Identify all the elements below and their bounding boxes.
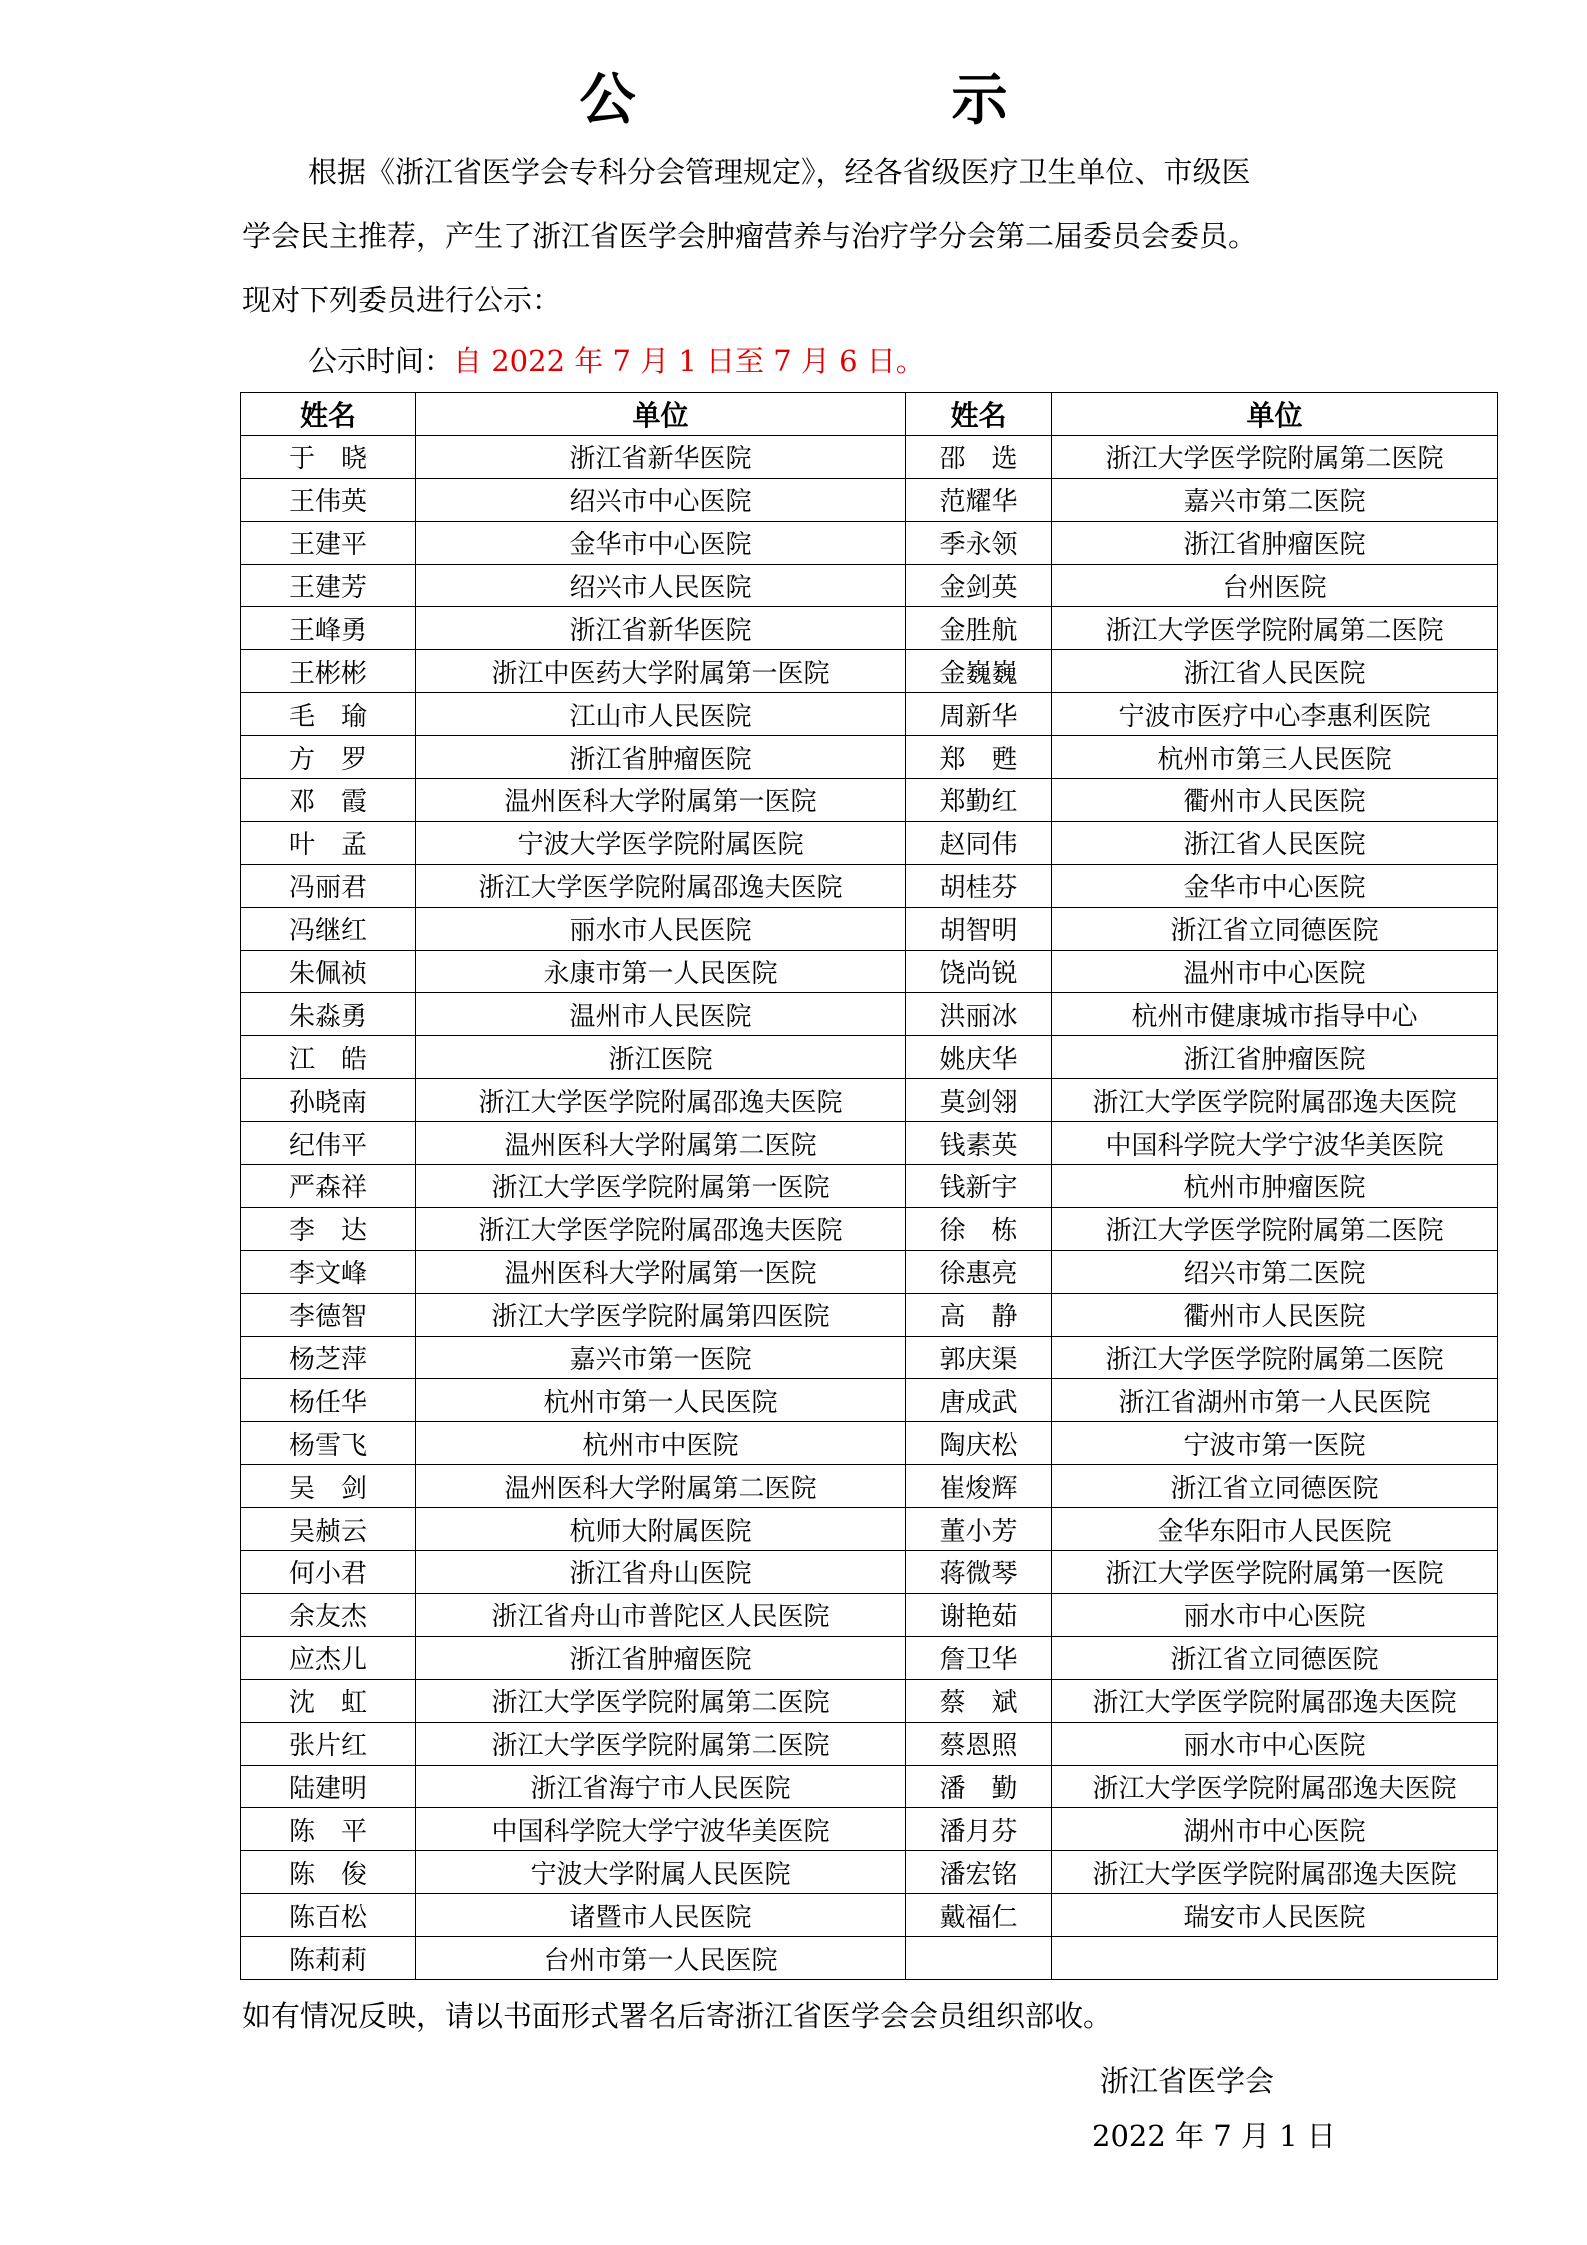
member-unit: 湖州市中心医院 xyxy=(1052,1808,1498,1851)
member-name: 叶 孟 xyxy=(241,821,416,864)
header-unit-1: 单位 xyxy=(416,393,906,436)
table-row xyxy=(241,1679,1498,1722)
member-name: 朱淼勇 xyxy=(241,993,416,1036)
member-unit: 宁波大学附属人民医院 xyxy=(416,1851,906,1894)
member-name: 冯丽君 xyxy=(241,864,416,907)
member-name xyxy=(906,1937,1052,1980)
period-value: 自 2022 年 7 月 1 日至 7 月 6 日。 xyxy=(453,344,925,378)
table-row xyxy=(241,993,1498,1036)
member-name: 洪丽冰 xyxy=(906,993,1052,1036)
member-name: 金胜航 xyxy=(906,607,1052,650)
member-unit: 浙江大学医学院附属第二医院 xyxy=(416,1679,906,1722)
member-unit: 温州医科大学附属第二医院 xyxy=(416,1122,906,1165)
member-name: 崔焌辉 xyxy=(906,1465,1052,1508)
table-row xyxy=(241,435,1498,478)
intro-line-1: 根据《浙江省医学会专科分会管理规定》，经各省级医疗卫生单位、市级医 xyxy=(308,155,1251,189)
member-name: 吴 剑 xyxy=(241,1465,416,1508)
member-unit: 浙江大学医学院附属邵逸夫医院 xyxy=(1052,1079,1498,1122)
table-row xyxy=(241,1293,1498,1336)
member-name: 金剑英 xyxy=(906,564,1052,607)
member-name: 郑 甦 xyxy=(906,736,1052,779)
member-name: 蔡 斌 xyxy=(906,1679,1052,1722)
member-unit: 浙江中医药大学附属第一医院 xyxy=(416,650,906,693)
table-row xyxy=(241,478,1498,521)
member-unit: 温州医科大学附属第二医院 xyxy=(416,1465,906,1508)
table-row xyxy=(241,1465,1498,1508)
member-name: 莫剑翎 xyxy=(906,1079,1052,1122)
table-row xyxy=(241,950,1498,993)
member-unit: 浙江省肿瘤医院 xyxy=(416,1636,906,1679)
member-unit: 宁波大学医学院附属医院 xyxy=(416,821,906,864)
table-row xyxy=(241,607,1498,650)
table-row xyxy=(241,1036,1498,1079)
table-row xyxy=(241,650,1498,693)
member-unit xyxy=(1052,1937,1498,1980)
member-name: 应杰儿 xyxy=(241,1636,416,1679)
table-row xyxy=(241,1937,1498,1980)
member-name: 杨芝萍 xyxy=(241,1336,416,1379)
member-name: 陆建明 xyxy=(241,1765,416,1808)
member-name: 陈 俊 xyxy=(241,1851,416,1894)
member-unit: 中国科学院大学宁波华美医院 xyxy=(416,1808,906,1851)
member-name: 董小芳 xyxy=(906,1508,1052,1551)
member-unit: 浙江省立同德医院 xyxy=(1052,907,1498,950)
member-unit: 浙江大学医学院附属第二医院 xyxy=(416,1722,906,1765)
table-row xyxy=(241,1336,1498,1379)
member-name: 邓 霞 xyxy=(241,779,416,822)
member-name: 冯继红 xyxy=(241,907,416,950)
member-name: 潘月芬 xyxy=(906,1808,1052,1851)
member-name: 毛 瑜 xyxy=(241,693,416,736)
member-name: 潘 勤 xyxy=(906,1765,1052,1808)
table-row xyxy=(241,1765,1498,1808)
member-unit: 浙江省新华医院 xyxy=(416,607,906,650)
member-unit: 杭州市健康城市指导中心 xyxy=(1052,993,1498,1036)
member-unit: 金华东阳市人民医院 xyxy=(1052,1508,1498,1551)
member-unit: 浙江大学医学院附属第二医院 xyxy=(1052,1336,1498,1379)
member-name: 余友杰 xyxy=(241,1593,416,1636)
member-unit: 温州市人民医院 xyxy=(416,993,906,1036)
member-unit: 浙江大学医学院附属邵逸夫医院 xyxy=(1052,1765,1498,1808)
member-name: 唐成武 xyxy=(906,1379,1052,1422)
member-unit: 中国科学院大学宁波华美医院 xyxy=(1052,1122,1498,1165)
intro-line-2: 学会民主推荐，产生了浙江省医学会肿瘤营养与治疗学分会第二届委员会委员。 xyxy=(242,219,1258,253)
member-unit: 温州市中心医院 xyxy=(1052,950,1498,993)
member-unit: 杭州市第三人民医院 xyxy=(1052,736,1498,779)
member-name: 江 皓 xyxy=(241,1036,416,1079)
member-name: 钱素英 xyxy=(906,1122,1052,1165)
member-name: 王建芳 xyxy=(241,564,416,607)
member-unit: 绍兴市第二医院 xyxy=(1052,1250,1498,1293)
table-row xyxy=(241,779,1498,822)
member-unit: 绍兴市中心医院 xyxy=(416,478,906,521)
member-name: 严森祥 xyxy=(241,1165,416,1208)
member-unit: 浙江省立同德医院 xyxy=(1052,1465,1498,1508)
member-unit: 台州医院 xyxy=(1052,564,1498,607)
member-unit: 嘉兴市第二医院 xyxy=(1052,478,1498,521)
member-unit: 杭师大附属医院 xyxy=(416,1508,906,1551)
member-unit: 浙江大学医学院附属第二医院 xyxy=(1052,1207,1498,1250)
member-unit: 杭州市中医院 xyxy=(416,1422,906,1465)
table-row xyxy=(241,1207,1498,1250)
member-unit: 丽水市人民医院 xyxy=(416,907,906,950)
member-unit: 绍兴市人民医院 xyxy=(416,564,906,607)
header-name-1: 姓名 xyxy=(241,393,416,436)
table-row xyxy=(241,693,1498,736)
member-unit: 宁波市医疗中心李惠利医院 xyxy=(1052,693,1498,736)
member-unit: 温州医科大学附属第一医院 xyxy=(416,1250,906,1293)
table-row xyxy=(241,564,1498,607)
table-header-row xyxy=(241,393,1498,436)
table-row xyxy=(241,521,1498,564)
signature-date: 2022 年 7 月 1 日 xyxy=(1092,2119,1336,2153)
member-unit: 浙江大学医学院附属邵逸夫医院 xyxy=(1052,1679,1498,1722)
member-name: 纪伟平 xyxy=(241,1122,416,1165)
member-unit: 浙江省肿瘤医院 xyxy=(1052,521,1498,564)
member-unit: 浙江大学医学院附属邵逸夫医院 xyxy=(416,1207,906,1250)
member-name: 徐惠亮 xyxy=(906,1250,1052,1293)
member-unit: 浙江大学医学院附属邵逸夫医院 xyxy=(416,1079,906,1122)
member-name: 陈 平 xyxy=(241,1808,416,1851)
member-unit: 浙江大学医学院附属第一医院 xyxy=(416,1165,906,1208)
member-name: 李文峰 xyxy=(241,1250,416,1293)
member-unit: 浙江省人民医院 xyxy=(1052,821,1498,864)
member-name: 郭庆渠 xyxy=(906,1336,1052,1379)
member-name: 郑勤红 xyxy=(906,779,1052,822)
member-name: 张片红 xyxy=(241,1722,416,1765)
member-unit: 浙江大学医学院附属第四医院 xyxy=(416,1293,906,1336)
header-unit-2: 单位 xyxy=(1052,393,1498,436)
member-unit: 瑞安市人民医院 xyxy=(1052,1894,1498,1937)
member-name: 沈 虹 xyxy=(241,1679,416,1722)
member-name: 戴福仁 xyxy=(906,1894,1052,1937)
member-name: 饶尚锐 xyxy=(906,950,1052,993)
member-unit: 金华市中心医院 xyxy=(416,521,906,564)
member-name: 王峰勇 xyxy=(241,607,416,650)
member-name: 陈百松 xyxy=(241,1894,416,1937)
member-unit: 宁波市第一医院 xyxy=(1052,1422,1498,1465)
table-row xyxy=(241,1122,1498,1165)
member-unit: 衢州市人民医院 xyxy=(1052,1293,1498,1336)
intro-paragraph xyxy=(242,140,1372,332)
member-name: 范耀华 xyxy=(906,478,1052,521)
member-unit: 浙江省湖州市第一人民医院 xyxy=(1052,1379,1498,1422)
member-name: 杨任华 xyxy=(241,1379,416,1422)
table-row xyxy=(241,1422,1498,1465)
member-unit: 浙江省舟山医院 xyxy=(416,1551,906,1594)
member-unit: 浙江大学医学院附属第二医院 xyxy=(1052,607,1498,650)
member-name: 李 达 xyxy=(241,1207,416,1250)
table-row xyxy=(241,1722,1498,1765)
table-row xyxy=(241,1379,1498,1422)
table-row xyxy=(241,1551,1498,1594)
member-unit: 金华市中心医院 xyxy=(1052,864,1498,907)
member-unit: 丽水市中心医院 xyxy=(1052,1722,1498,1765)
member-name: 赵同伟 xyxy=(906,821,1052,864)
intro-line-3: 现对下列委员进行公示： xyxy=(242,283,562,317)
member-name: 钱新宇 xyxy=(906,1165,1052,1208)
member-name: 李德智 xyxy=(241,1293,416,1336)
member-name: 詹卫华 xyxy=(906,1636,1052,1679)
member-unit: 浙江省海宁市人民医院 xyxy=(416,1765,906,1808)
member-unit: 浙江省新华医院 xyxy=(416,435,906,478)
member-unit: 浙江省立同德医院 xyxy=(1052,1636,1498,1679)
table-row xyxy=(241,864,1498,907)
member-name: 孙晓南 xyxy=(241,1079,416,1122)
member-name: 蔡恩照 xyxy=(906,1722,1052,1765)
member-unit: 浙江省舟山市普陀区人民医院 xyxy=(416,1593,906,1636)
table-row xyxy=(241,907,1498,950)
member-name: 何小君 xyxy=(241,1551,416,1594)
member-unit: 丽水市中心医院 xyxy=(1052,1593,1498,1636)
table-row xyxy=(241,1165,1498,1208)
member-unit: 诸暨市人民医院 xyxy=(416,1894,906,1937)
table-row xyxy=(241,1894,1498,1937)
member-name: 蒋微琴 xyxy=(906,1551,1052,1594)
member-name: 于 晓 xyxy=(241,435,416,478)
member-unit: 浙江医院 xyxy=(416,1036,906,1079)
member-table xyxy=(240,392,1498,1980)
member-name: 王建平 xyxy=(241,521,416,564)
signature-org: 浙江省医学会 xyxy=(1100,2064,1275,2098)
member-name: 邵 选 xyxy=(906,435,1052,478)
table-body xyxy=(241,435,1498,1979)
header-name-2: 姓名 xyxy=(906,393,1052,436)
table-row xyxy=(241,1508,1498,1551)
table-row xyxy=(241,736,1498,779)
member-name: 谢艳茹 xyxy=(906,1593,1052,1636)
publicity-period xyxy=(308,332,925,390)
member-name: 王彬彬 xyxy=(241,650,416,693)
table-row xyxy=(241,1808,1498,1851)
table-row xyxy=(241,821,1498,864)
member-unit: 浙江大学医学院附属第二医院 xyxy=(1052,435,1498,478)
member-name: 高 静 xyxy=(906,1293,1052,1336)
member-unit: 浙江省肿瘤医院 xyxy=(1052,1036,1498,1079)
table-row xyxy=(241,1250,1498,1293)
member-unit: 温州医科大学附属第一医院 xyxy=(416,779,906,822)
member-name: 潘宏铭 xyxy=(906,1851,1052,1894)
member-name: 姚庆华 xyxy=(906,1036,1052,1079)
member-name: 胡桂芬 xyxy=(906,864,1052,907)
member-unit: 浙江省人民医院 xyxy=(1052,650,1498,693)
member-unit: 台州市第一人民医院 xyxy=(416,1937,906,1980)
period-label: 公示时间： xyxy=(308,344,454,378)
member-unit: 浙江大学医学院附属第一医院 xyxy=(1052,1551,1498,1594)
member-name: 王伟英 xyxy=(241,478,416,521)
member-unit: 嘉兴市第一医院 xyxy=(416,1336,906,1379)
member-name: 朱佩祯 xyxy=(241,950,416,993)
member-name: 周新华 xyxy=(906,693,1052,736)
member-unit: 浙江大学医学院附属邵逸夫医院 xyxy=(1052,1851,1498,1894)
member-unit: 浙江省肿瘤医院 xyxy=(416,736,906,779)
member-unit: 江山市人民医院 xyxy=(416,693,906,736)
table-row xyxy=(241,1079,1498,1122)
member-name: 陶庆松 xyxy=(906,1422,1052,1465)
member-unit: 杭州市肿瘤医院 xyxy=(1052,1165,1498,1208)
member-name: 胡智明 xyxy=(906,907,1052,950)
member-unit: 浙江大学医学院附属邵逸夫医院 xyxy=(416,864,906,907)
member-name: 季永领 xyxy=(906,521,1052,564)
member-name: 吴赪云 xyxy=(241,1508,416,1551)
table-row xyxy=(241,1851,1498,1894)
member-name: 杨雪飞 xyxy=(241,1422,416,1465)
member-unit: 衢州市人民医院 xyxy=(1052,779,1498,822)
page-title: 公 示 xyxy=(579,67,1138,133)
member-unit: 杭州市第一人民医院 xyxy=(416,1379,906,1422)
member-name: 陈莉莉 xyxy=(241,1937,416,1980)
footer-note: 如有情况反映，请以书面形式署名后寄浙江省医学会会员组织部收。 xyxy=(242,1999,1113,2033)
member-name: 方 罗 xyxy=(241,736,416,779)
member-name: 徐 栋 xyxy=(906,1207,1052,1250)
table-row xyxy=(241,1636,1498,1679)
member-name: 金巍巍 xyxy=(906,650,1052,693)
member-unit: 永康市第一人民医院 xyxy=(416,950,906,993)
table-row xyxy=(241,1593,1498,1636)
